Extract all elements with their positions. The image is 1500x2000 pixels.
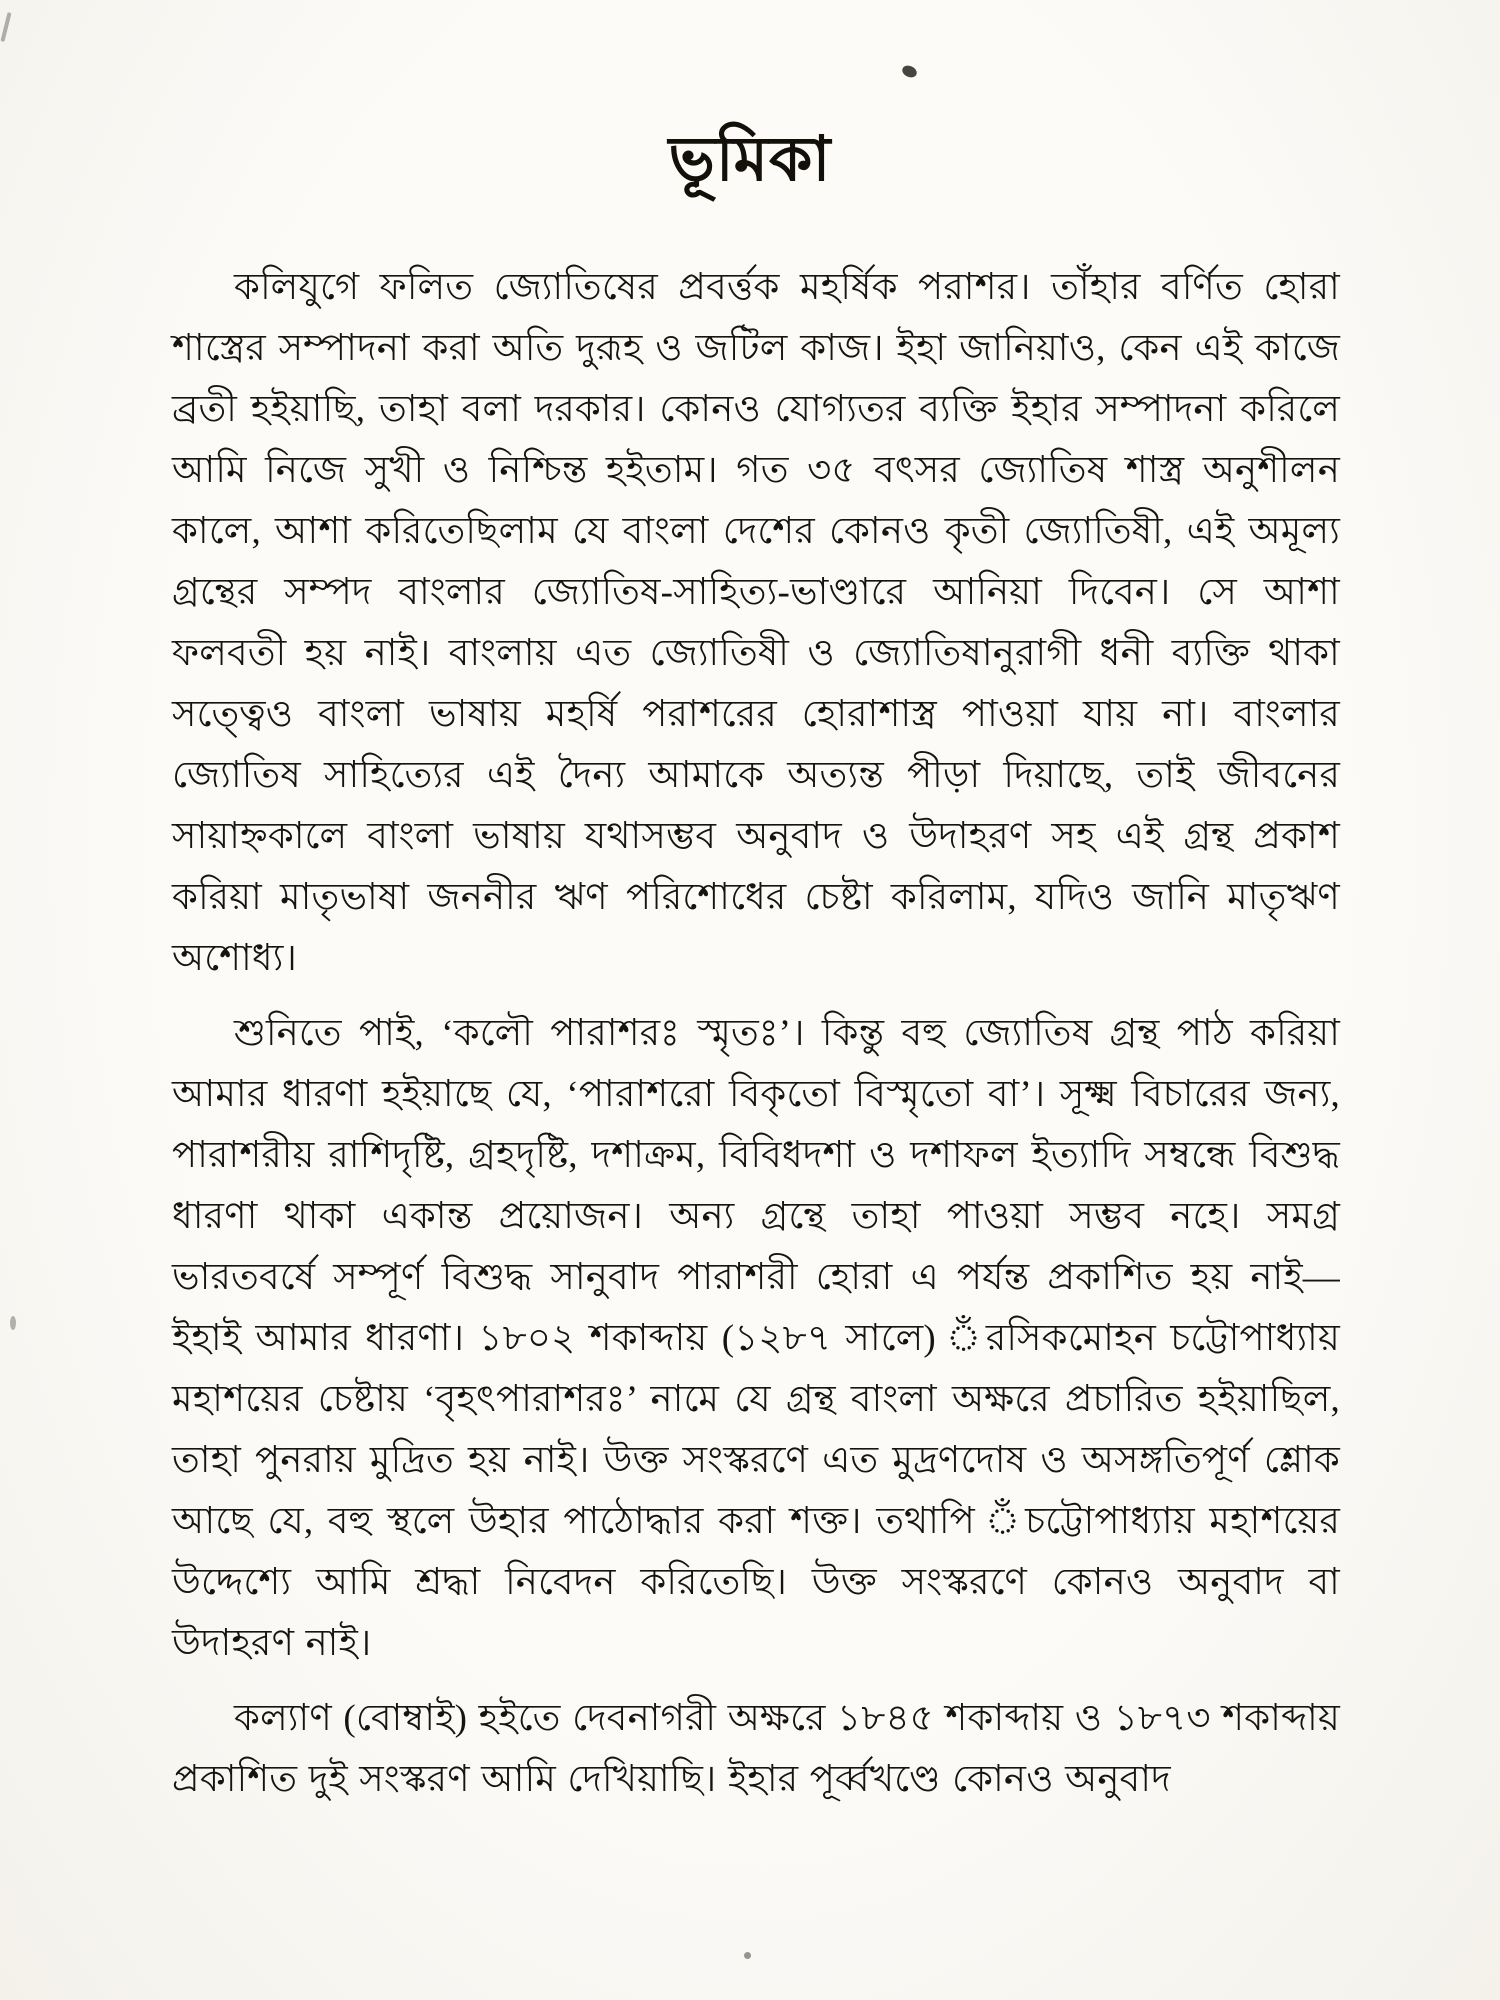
scan-speck-bottom <box>744 1952 751 1959</box>
paragraph-2: শুনিতে পাই, ‘কলৌ পারাশরঃ স্মৃতঃ’। কিন্তু বহু জ্যোতিষ গ্রন্থ পাঠ করিয়া আমার ধারণা হইয়াছে যে, ‘পারাশরো বিকৃতো বিস্মৃতো বা’। সূক্ষ্ম বিচারের জন্য, পারাশরীয় রাশিদৃষ্টি, গ্রহদৃষ্টি, দশাক্রম, বিবিধদশা ও দশাফল ইত্যাদি সম্বন্ধে বিশুদ্ধ ধারণা থাকা একান্ত প্রয়োজন। অন্য গ্রন্থে তাহা পাওয়া সম্ভব নহে। সমগ্র ভারতবর্ষে সম্পূর্ণ বিশুদ্ধ সানুবাদ পারাশরী হোরা এ পর্যন্ত প্রকাশিত হয় নাই—ইহাই আমার ধারণা। ১৮০২ শকাব্দায় (১২৮৭ সালে) ঁরসিকমোহন চট্টোপাধ্যায় মহাশয়ের চেষ্টায় ‘বৃহৎপারাশরঃ’ নামে যে গ্রন্থ বাংলা অক্ষরে প্রচারিত হইয়াছিল, তাহা পুনরায় মুদ্রিত হয় নাই। উক্ত সংস্করণে এত মুদ্রণদোষ ও অসঙ্গতিপূর্ণ শ্লোক আছে যে, বহু স্থলে উহার পাঠোদ্ধার করা শক্ত। তথাপি ঁচট্টোপাধ্যায় মহাশয়ের উদ্দেশ্যে আমি শ্রদ্ধা নিবেদন করিতেছি। উক্ত সংস্করণে কোনও অনুবাদ বা উদাহরণ নাই। <box>172 1013 1340 1664</box>
paragraph-1: কলিযুগে ফলিত জ্যোতিষের প্রবর্ত্তক মহর্ষিক পরাশর। তাঁহার বর্ণিত হোরা শাস্ত্রের সম্পাদনা করা অতি দুরূহ ও জটিল কাজ। ইহা জানিয়াও, কেন এই কাজে ব্রতী হইয়াছি, তাহা বলা দরকার। কোনও যোগ্যতর ব্যক্তি ইহার সম্পাদনা করিলে আমি নিজে সুখী ও নিশ্চিন্ত হইতাম। গত ৩৫ বৎসর জ্যোতিষ শাস্ত্র অনুশীলন কালে, আশা করিতেছিলাম যে বাংলা দেশের কোনও কৃতী জ্যোতিষী, এই অমূল্য গ্রন্থের সম্পদ বাংলার জ্যোতিষ-সাহিত্য-ভাণ্ডারে আনিয়া দিবেন। সে আশা ফলবতী হয় নাই। বাংলায় এত জ্যোতিষী ও জ্যোতিষানুরাগী ধনী ব্যক্তি থাকা সত্ত্বেও বাংলা ভাষায় মহর্ষি পরাশরের হোরাশাস্ত্র পাওয়া যায় না। বাংলার জ্যোতিষ সাহিত্যের এই দৈন্য আমাকে অত্যন্ত পীড়া দিয়াছে, তাই জীবনের সায়াহ্নকালে বাংলা ভাষায় যথাসম্ভব অনুবাদ ও উদাহরণ সহ এই গ্রন্থ প্রকাশ করিয়া মাতৃভাষা জননীর ঋণ পরিশোধের চেষ্টা করিলাম, যদিও জানি মাতৃঋণ অশোধ্য। <box>172 267 1340 979</box>
page-title: ভূমিকা <box>668 126 832 194</box>
scan-speck-left-edge <box>10 1316 16 1330</box>
page-body <box>172 257 1340 1810</box>
paragraph-3: কল্যাণ (বোম্বাই) হইতে দেবনাগরী অক্ষরে ১৮৪৫ শকাব্দায় ও ১৮৭৩ শকাব্দায় প্রকাশিত দুই সংস্করণ আমি দেখিয়াছি। ইহার পূর্ব্বখণ্ডে কোনও অনুবাদ <box>172 1698 1340 1800</box>
